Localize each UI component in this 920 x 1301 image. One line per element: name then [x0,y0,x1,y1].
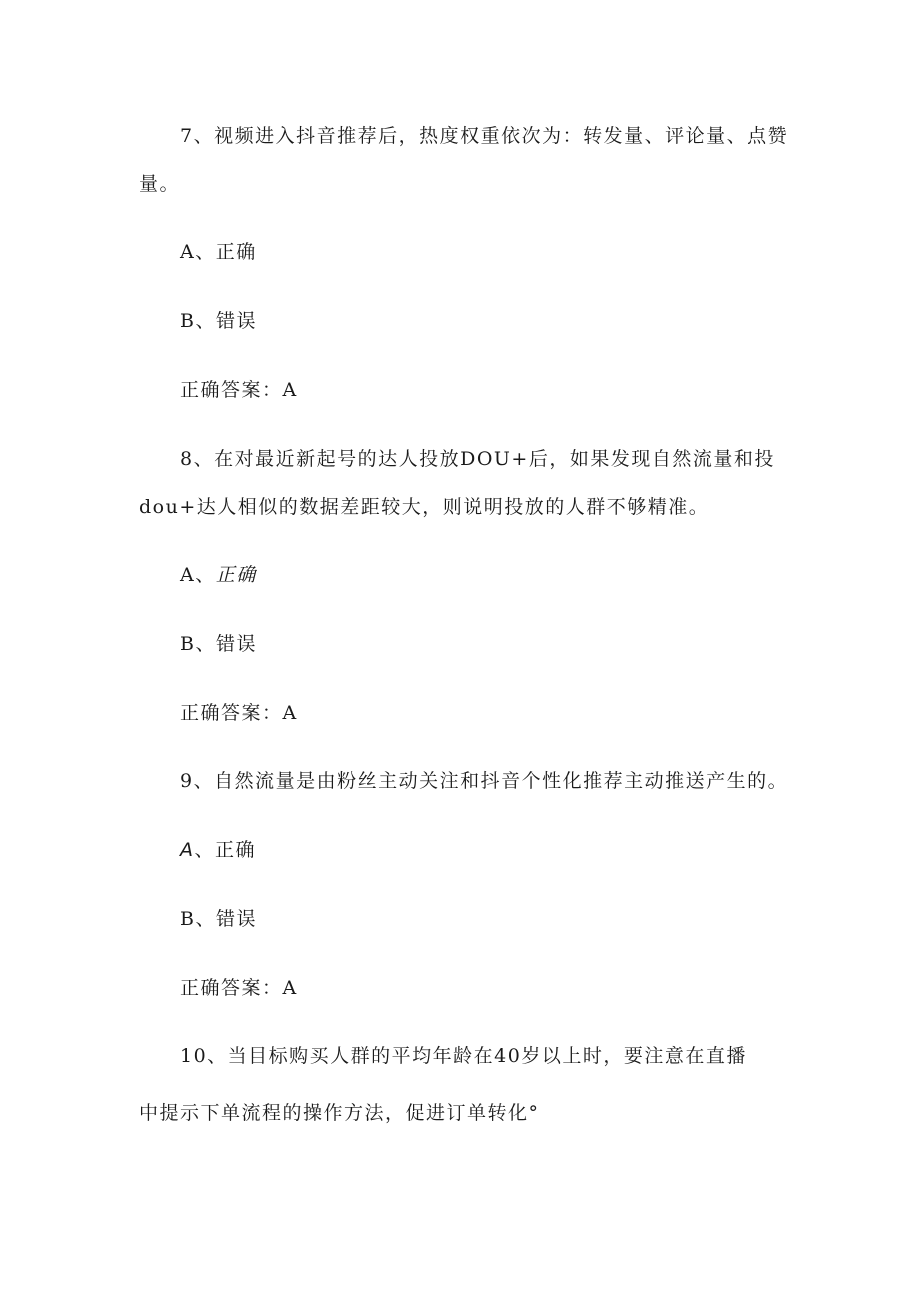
question-10-line-1: 10、当目标购买人群的平均年龄在40岁以上时，要注意在直播 [180,1045,747,1067]
question-9-option-a-prefix: A [180,839,195,861]
question-9-option-a-text: 、正确 [194,839,257,861]
question-9-option-a [180,838,256,862]
question-8-answer: 正确答案：A [180,702,298,724]
question-8-option-a [180,563,257,587]
question-9-option-b: B、错误 [180,908,257,930]
question-7-option-a: A、正确 [180,241,257,263]
question-7-line-2: 量。 [139,173,181,195]
question-9-line-1: 9、自然流量是由粉丝主动关注和抖音个性化推荐主动推送产生的。 [180,770,789,792]
question-7-line-1: 7、视频进入抖音推荐后，热度权重依次为：转发量、评论量、点赞 [180,125,789,147]
question-10-line-2: 中提示下单流程的操作方法，促进订单转化° [139,1102,540,1124]
question-7-answer: 正确答案：A [180,379,298,401]
question-8-line-2: dou+达人相似的数据差距较大，则说明投放的人群不够精准。 [139,496,710,518]
question-9-answer: 正确答案：A [180,977,298,999]
question-8-option-b: B、错误 [180,633,257,655]
question-7-option-b: B、错误 [180,310,257,332]
question-8-option-a-text: 正确 [215,564,257,586]
question-8-line-1: 8、在对最近新起号的达人投放DOU+后，如果发现自然流量和投 [180,448,775,470]
question-8-option-a-prefix: A、 [180,564,216,586]
